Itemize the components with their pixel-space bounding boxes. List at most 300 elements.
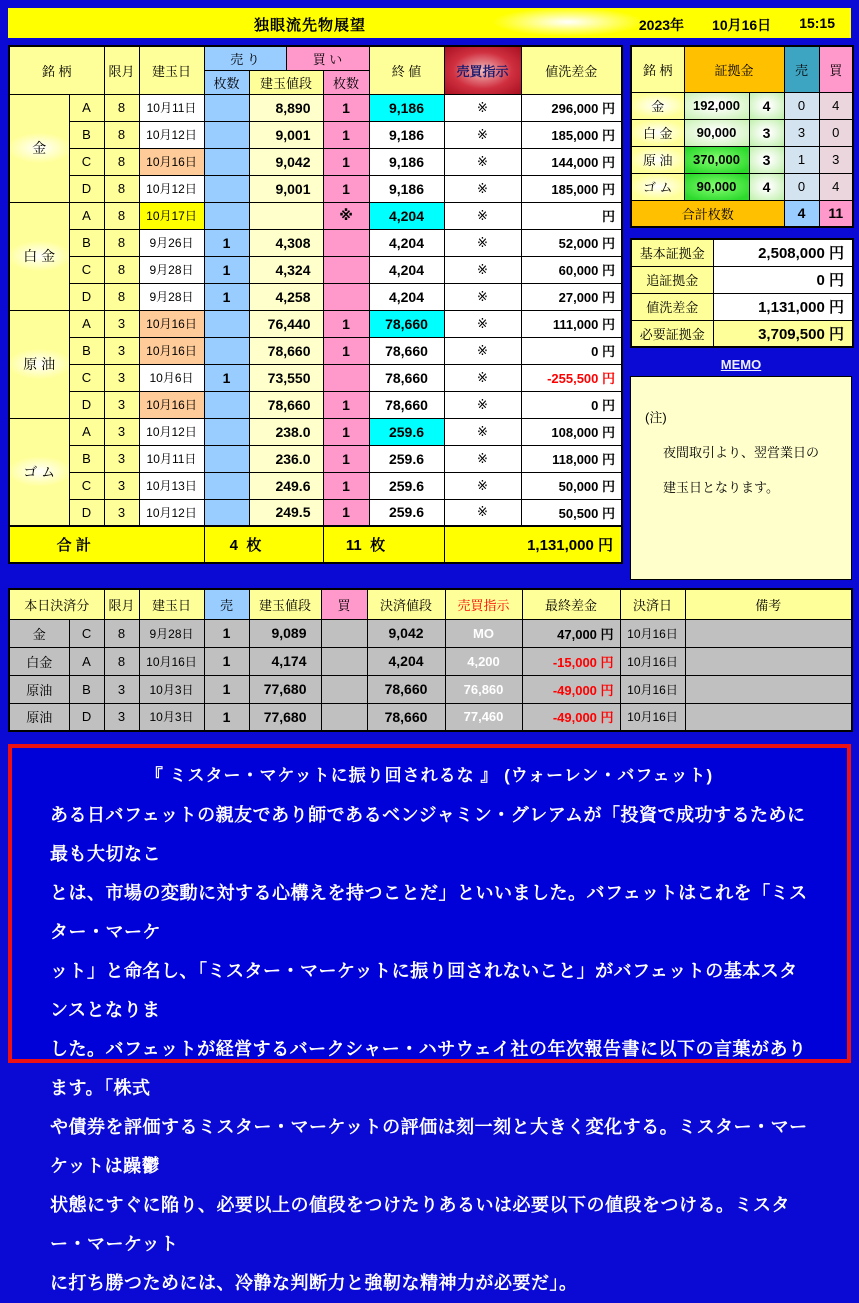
buy-quantity bbox=[323, 256, 369, 283]
position-price: 78,660 bbox=[249, 337, 323, 364]
margin-amount: 192,000 bbox=[684, 92, 749, 119]
total-mark-to-market: 1,131,000 円 bbox=[444, 526, 622, 563]
closing-price: 4,204 bbox=[369, 229, 444, 256]
quote-title: 『 ミスター・マケットに振り回されるな 』 (ウォーレン・バフェット) bbox=[145, 766, 714, 785]
margin-amount: 90,000 bbox=[684, 173, 749, 200]
commodity-name: ゴ ム bbox=[9, 418, 69, 526]
closing-price: 4,204 bbox=[369, 256, 444, 283]
row-letter: B bbox=[69, 337, 104, 364]
settle-instruction: 76,860 bbox=[445, 675, 522, 703]
settle-header-remarks: 備考 bbox=[685, 589, 852, 619]
row-letter: A bbox=[69, 418, 104, 445]
buy-count: 4 bbox=[819, 173, 853, 200]
position-price: 4,308 bbox=[249, 229, 323, 256]
settle-instruction: 4,200 bbox=[445, 647, 522, 675]
contract-month: 8 bbox=[104, 283, 139, 310]
title-bar bbox=[8, 8, 851, 38]
mark-to-market-value: 108,000 円 bbox=[521, 418, 622, 445]
settle-sell-qty: 1 bbox=[204, 703, 249, 731]
header-trade-instruction: 売買指示 bbox=[444, 46, 521, 94]
summary-value: 0 円 bbox=[713, 266, 853, 293]
contract-month: 3 bbox=[104, 445, 139, 472]
settle-buy-qty bbox=[321, 619, 367, 647]
settle-buy-qty bbox=[321, 675, 367, 703]
buy-quantity: 1 bbox=[323, 148, 369, 175]
summary-label: 値洗差金 bbox=[631, 293, 713, 320]
summary-value: 3,709,500 円 bbox=[713, 320, 853, 347]
position-row bbox=[9, 256, 622, 283]
settle-buy-qty bbox=[321, 647, 367, 675]
trade-instruction: ※ bbox=[444, 202, 521, 229]
position-price: 78,660 bbox=[249, 391, 323, 418]
position-row bbox=[9, 175, 622, 202]
position-price bbox=[249, 202, 323, 229]
header-position-price: 建玉値段 bbox=[249, 70, 323, 94]
settle-month: 8 bbox=[104, 619, 139, 647]
row-letter: D bbox=[69, 283, 104, 310]
buy-quantity bbox=[323, 364, 369, 391]
settle-price: 9,042 bbox=[367, 619, 445, 647]
settlement-row bbox=[9, 619, 852, 647]
trade-instruction: ※ bbox=[444, 229, 521, 256]
sell-quantity: 1 bbox=[204, 256, 249, 283]
header-closing-price: 終 値 bbox=[369, 46, 444, 94]
memo-note-line: 夜間取引より、翌営業日の bbox=[663, 445, 820, 460]
final-difference: -15,000 円 bbox=[522, 647, 620, 675]
buy-quantity bbox=[323, 229, 369, 256]
contract-count: 4 bbox=[749, 92, 784, 119]
position-price: 4,324 bbox=[249, 256, 323, 283]
sell-quantity bbox=[204, 337, 249, 364]
sell-count: 0 bbox=[784, 173, 819, 200]
contract-month: 8 bbox=[104, 121, 139, 148]
contract-month: 3 bbox=[104, 310, 139, 337]
trade-instruction: ※ bbox=[444, 472, 521, 499]
trade-instruction: ※ bbox=[444, 310, 521, 337]
quote-line: に打ち勝つためには、冷静な判断力と強靭な精神力が必要だ」。 bbox=[50, 1273, 578, 1293]
row-letter: A bbox=[69, 94, 104, 121]
position-price: 9,042 bbox=[249, 148, 323, 175]
settle-header-month: 限月 bbox=[104, 589, 139, 619]
position-price: 236.0 bbox=[249, 445, 323, 472]
mark-to-market-value: 144,000 円 bbox=[521, 148, 622, 175]
mark-to-market-value: 185,000 円 bbox=[521, 121, 622, 148]
settlement-row bbox=[9, 703, 852, 731]
position-date: 10月11日 bbox=[139, 94, 204, 121]
total-count-label: 合計枚数 bbox=[631, 200, 784, 227]
sell-quantity bbox=[204, 391, 249, 418]
settle-letter: A bbox=[69, 647, 104, 675]
position-row bbox=[9, 499, 622, 526]
mark-to-market-value: 円 bbox=[521, 202, 622, 229]
settle-commodity: 白金 bbox=[9, 647, 69, 675]
total-buy-qty: 11 枚 bbox=[323, 526, 444, 563]
buy-quantity: 1 bbox=[323, 121, 369, 148]
position-row bbox=[9, 310, 622, 337]
final-difference: 47,000 円 bbox=[522, 619, 620, 647]
closing-price: 259.6 bbox=[369, 418, 444, 445]
trade-instruction: ※ bbox=[444, 148, 521, 175]
mark-to-market-value: 296,000 円 bbox=[521, 94, 622, 121]
mark-to-market-value: 118,000 円 bbox=[521, 445, 622, 472]
final-difference: -49,000 円 bbox=[522, 675, 620, 703]
closing-price: 78,660 bbox=[369, 364, 444, 391]
commodity-name: 白 金 bbox=[9, 202, 69, 310]
closing-price: 9,186 bbox=[369, 175, 444, 202]
header-sell: 売 り bbox=[204, 46, 286, 70]
mark-to-market-value: 50,500 円 bbox=[521, 499, 622, 526]
trade-instruction: ※ bbox=[444, 445, 521, 472]
settle-remarks bbox=[685, 647, 852, 675]
summary-label: 追証拠金 bbox=[631, 266, 713, 293]
settle-instruction: 77,460 bbox=[445, 703, 522, 731]
position-date: 10月16日 bbox=[139, 310, 204, 337]
contract-month: 8 bbox=[104, 202, 139, 229]
trade-instruction: ※ bbox=[444, 256, 521, 283]
sell-quantity bbox=[204, 445, 249, 472]
row-letter: A bbox=[69, 310, 104, 337]
settle-position-price: 9,089 bbox=[249, 619, 321, 647]
page-title: 独眼流先物展望 bbox=[253, 17, 366, 34]
quote-line: や債券を評価するミスター・マーケットの評価は刻一刻と大きく変化する。ミスター・マーケットは躁鬱 bbox=[50, 1117, 808, 1176]
settle-commodity: 原油 bbox=[9, 703, 69, 731]
closing-price: 259.6 bbox=[369, 499, 444, 526]
settle-price: 4,204 bbox=[367, 647, 445, 675]
header-buy: 買 い bbox=[286, 46, 369, 70]
margin-summary-table bbox=[630, 238, 854, 348]
settle-sell-qty: 1 bbox=[204, 619, 249, 647]
position-row bbox=[9, 202, 622, 229]
buy-quantity: ※ bbox=[323, 202, 369, 229]
row-letter: A bbox=[69, 202, 104, 229]
buy-quantity bbox=[323, 283, 369, 310]
settle-date: 10月16日 bbox=[620, 675, 685, 703]
margin-amount: 370,000 bbox=[684, 146, 749, 173]
position-price: 249.6 bbox=[249, 472, 323, 499]
settle-position-date: 10月16日 bbox=[139, 647, 204, 675]
position-price: 8,890 bbox=[249, 94, 323, 121]
settle-header-buy: 買 bbox=[321, 589, 367, 619]
mark-to-market-value: 52,000 円 bbox=[521, 229, 622, 256]
trade-instruction: ※ bbox=[444, 283, 521, 310]
sell-quantity: 1 bbox=[204, 364, 249, 391]
settle-commodity: 原油 bbox=[9, 675, 69, 703]
contract-month: 8 bbox=[104, 256, 139, 283]
datetime bbox=[639, 15, 835, 35]
sell-quantity bbox=[204, 499, 249, 526]
margin-commodity: ゴ ム bbox=[631, 173, 684, 200]
position-date: 10月12日 bbox=[139, 175, 204, 202]
closing-price: 259.6 bbox=[369, 445, 444, 472]
margin-header-margin: 証拠金 bbox=[684, 46, 784, 92]
position-date: 9月28日 bbox=[139, 256, 204, 283]
memo-box bbox=[630, 376, 852, 580]
settle-price: 78,660 bbox=[367, 703, 445, 731]
settle-date: 10月16日 bbox=[620, 703, 685, 731]
buy-count: 3 bbox=[819, 146, 853, 173]
closing-price: 9,186 bbox=[369, 121, 444, 148]
commodity-name: 原 油 bbox=[9, 310, 69, 418]
settle-remarks bbox=[685, 675, 852, 703]
sell-quantity bbox=[204, 148, 249, 175]
settle-sell-qty: 1 bbox=[204, 675, 249, 703]
year-label: 2023年 bbox=[638, 17, 685, 33]
sell-quantity bbox=[204, 202, 249, 229]
settle-month: 3 bbox=[104, 675, 139, 703]
closing-price: 78,660 bbox=[369, 310, 444, 337]
position-date: 10月13日 bbox=[139, 472, 204, 499]
total-count-row bbox=[631, 200, 853, 227]
closing-price: 4,204 bbox=[369, 283, 444, 310]
summary-row bbox=[631, 320, 853, 347]
trade-instruction: ※ bbox=[444, 337, 521, 364]
mark-to-market-value: 27,000 円 bbox=[521, 283, 622, 310]
position-date: 10月11日 bbox=[139, 445, 204, 472]
mark-to-market-value: 111,000 円 bbox=[521, 310, 622, 337]
buy-quantity: 1 bbox=[323, 418, 369, 445]
summary-row bbox=[631, 293, 853, 320]
position-row bbox=[9, 337, 622, 364]
contract-count: 4 bbox=[749, 173, 784, 200]
summary-label: 必要証拠金 bbox=[631, 320, 713, 347]
contract-count: 3 bbox=[749, 119, 784, 146]
settle-date: 10月16日 bbox=[620, 619, 685, 647]
buy-count: 4 bbox=[819, 92, 853, 119]
contract-month: 3 bbox=[104, 472, 139, 499]
margin-amount: 90,000 bbox=[684, 119, 749, 146]
quote-line: とは、市場の変動に対する心構えを持つことだ」といいました。バフェットはこれを「ミスター・マーケ bbox=[50, 883, 808, 942]
trade-instruction: ※ bbox=[444, 499, 521, 526]
position-row bbox=[9, 418, 622, 445]
settle-header-label: 本日決済分 bbox=[9, 589, 104, 619]
settle-remarks bbox=[685, 703, 852, 731]
contract-month: 8 bbox=[104, 94, 139, 121]
buy-quantity: 1 bbox=[323, 472, 369, 499]
row-letter: C bbox=[69, 364, 104, 391]
sell-quantity bbox=[204, 175, 249, 202]
summary-row bbox=[631, 266, 853, 293]
row-letter: B bbox=[69, 121, 104, 148]
position-price: 9,001 bbox=[249, 175, 323, 202]
row-letter: C bbox=[69, 472, 104, 499]
position-price: 4,258 bbox=[249, 283, 323, 310]
position-row bbox=[9, 229, 622, 256]
margin-commodity: 白 金 bbox=[631, 119, 684, 146]
contract-month: 3 bbox=[104, 391, 139, 418]
mark-to-market-value: 0 円 bbox=[521, 391, 622, 418]
memo-bar bbox=[630, 354, 852, 376]
margin-header-commodity: 銘 柄 bbox=[631, 46, 684, 92]
total-row bbox=[9, 526, 622, 563]
margin-row bbox=[631, 173, 853, 200]
settle-position-price: 4,174 bbox=[249, 647, 321, 675]
settle-header-final-diff: 最終差金 bbox=[522, 589, 620, 619]
contract-month: 3 bbox=[104, 337, 139, 364]
sell-quantity bbox=[204, 121, 249, 148]
row-letter: D bbox=[69, 391, 104, 418]
settle-position-price: 77,680 bbox=[249, 703, 321, 731]
margin-panel-table bbox=[630, 45, 854, 228]
settle-month: 8 bbox=[104, 647, 139, 675]
summary-row bbox=[631, 239, 853, 266]
quote-box bbox=[8, 744, 851, 1293]
settle-position-price: 77,680 bbox=[249, 675, 321, 703]
buy-quantity: 1 bbox=[323, 391, 369, 418]
sell-quantity: 1 bbox=[204, 229, 249, 256]
header-buy-qty: 枚数 bbox=[323, 70, 369, 94]
final-difference: -49,000 円 bbox=[522, 703, 620, 731]
settle-header-sell: 売 bbox=[204, 589, 249, 619]
mark-to-market-value: -255,500 円 bbox=[521, 364, 622, 391]
mark-to-market-value: 50,000 円 bbox=[521, 472, 622, 499]
trade-instruction: ※ bbox=[444, 121, 521, 148]
sell-quantity bbox=[204, 310, 249, 337]
margin-commodity: 原 油 bbox=[631, 146, 684, 173]
settle-position-date: 10月3日 bbox=[139, 675, 204, 703]
quote-line: ある日バフェットの親友であり師であるベンジャミン・グレアムが「投資で成功するために最も大切なこ bbox=[50, 805, 806, 864]
settle-letter: C bbox=[69, 619, 104, 647]
mark-to-market-value: 60,000 円 bbox=[521, 256, 622, 283]
sell-quantity bbox=[204, 418, 249, 445]
date-label: 10月16日 bbox=[712, 17, 772, 33]
trade-instruction: ※ bbox=[444, 94, 521, 121]
settle-header-price: 建玉値段 bbox=[249, 589, 321, 619]
closing-price: 9,186 bbox=[369, 148, 444, 175]
settle-letter: B bbox=[69, 675, 104, 703]
position-date: 9月28日 bbox=[139, 283, 204, 310]
position-date: 9月26日 bbox=[139, 229, 204, 256]
position-row bbox=[9, 283, 622, 310]
contract-month: 3 bbox=[104, 418, 139, 445]
position-date: 10月12日 bbox=[139, 499, 204, 526]
row-letter: C bbox=[69, 148, 104, 175]
contract-month: 8 bbox=[104, 229, 139, 256]
closing-price: 78,660 bbox=[369, 391, 444, 418]
settlement-table bbox=[8, 588, 853, 732]
position-date: 10月6日 bbox=[139, 364, 204, 391]
buy-quantity: 1 bbox=[323, 175, 369, 202]
summary-label: 基本証拠金 bbox=[631, 239, 713, 266]
margin-header-sell: 売 bbox=[784, 46, 819, 92]
commodity-name: 金 bbox=[9, 94, 69, 202]
position-price: 9,001 bbox=[249, 121, 323, 148]
trade-instruction: ※ bbox=[444, 175, 521, 202]
row-letter: B bbox=[69, 445, 104, 472]
position-price: 73,550 bbox=[249, 364, 323, 391]
summary-value: 1,131,000 円 bbox=[713, 293, 853, 320]
contract-month: 3 bbox=[104, 499, 139, 526]
mark-to-market-value: 0 円 bbox=[521, 337, 622, 364]
buy-quantity: 1 bbox=[323, 445, 369, 472]
buy-quantity: 1 bbox=[323, 94, 369, 121]
settle-date: 10月16日 bbox=[620, 647, 685, 675]
settle-position-date: 10月3日 bbox=[139, 703, 204, 731]
position-row bbox=[9, 445, 622, 472]
position-row bbox=[9, 472, 622, 499]
settlement-row bbox=[9, 647, 852, 675]
settle-sell-qty: 1 bbox=[204, 647, 249, 675]
contract-month: 8 bbox=[104, 175, 139, 202]
memo-link[interactable]: MEMO bbox=[720, 357, 762, 372]
buy-quantity: 1 bbox=[323, 499, 369, 526]
row-letter: B bbox=[69, 229, 104, 256]
positions-table bbox=[8, 45, 623, 564]
settle-header-instruction: 売買指示 bbox=[445, 589, 522, 619]
total-sell-qty: 4 枚 bbox=[204, 526, 323, 563]
closing-price: 78,660 bbox=[369, 337, 444, 364]
position-date: 10月12日 bbox=[139, 121, 204, 148]
position-date: 10月17日 bbox=[139, 202, 204, 229]
position-date: 10月16日 bbox=[139, 337, 204, 364]
buy-quantity: 1 bbox=[323, 310, 369, 337]
sell-quantity: 1 bbox=[204, 283, 249, 310]
header-contract-month: 限月 bbox=[104, 46, 139, 94]
row-letter: D bbox=[69, 175, 104, 202]
trade-instruction: ※ bbox=[444, 418, 521, 445]
memo-note-title: (注) bbox=[645, 410, 667, 425]
position-price: 238.0 bbox=[249, 418, 323, 445]
settle-month: 3 bbox=[104, 703, 139, 731]
position-date: 10月16日 bbox=[139, 391, 204, 418]
margin-row bbox=[631, 92, 853, 119]
margin-header-buy: 買 bbox=[819, 46, 853, 92]
position-date: 10月16日 bbox=[139, 148, 204, 175]
settlement-row bbox=[9, 675, 852, 703]
buy-count: 0 bbox=[819, 119, 853, 146]
closing-price: 259.6 bbox=[369, 472, 444, 499]
header-mark-to-market: 値洗差金 bbox=[521, 46, 622, 94]
settle-header-date: 建玉日 bbox=[139, 589, 204, 619]
trade-instruction: ※ bbox=[444, 391, 521, 418]
closing-price: 9,186 bbox=[369, 94, 444, 121]
total-buy-count: 11 bbox=[819, 200, 853, 227]
total-sell-count: 4 bbox=[784, 200, 819, 227]
contract-month: 8 bbox=[104, 148, 139, 175]
margin-commodity: 金 bbox=[631, 92, 684, 119]
settle-header-settle-date: 決済日 bbox=[620, 589, 685, 619]
sell-count: 0 bbox=[784, 92, 819, 119]
row-letter: C bbox=[69, 256, 104, 283]
total-label: 合 計 bbox=[9, 526, 204, 563]
closing-price: 4,204 bbox=[369, 202, 444, 229]
position-row bbox=[9, 94, 622, 121]
position-price: 76,440 bbox=[249, 310, 323, 337]
buy-quantity: 1 bbox=[323, 337, 369, 364]
mark-to-market-value: 185,000 円 bbox=[521, 175, 622, 202]
margin-row bbox=[631, 146, 853, 173]
contract-month: 3 bbox=[104, 364, 139, 391]
settle-price: 78,660 bbox=[367, 675, 445, 703]
contract-count: 3 bbox=[749, 146, 784, 173]
margin-row bbox=[631, 119, 853, 146]
settle-instruction: MO bbox=[445, 619, 522, 647]
position-date: 10月12日 bbox=[139, 418, 204, 445]
position-price: 249.5 bbox=[249, 499, 323, 526]
header-commodity: 銘 柄 bbox=[9, 46, 104, 94]
settle-position-date: 9月28日 bbox=[139, 619, 204, 647]
position-row bbox=[9, 148, 622, 175]
settle-buy-qty bbox=[321, 703, 367, 731]
summary-value: 2,508,000 円 bbox=[713, 239, 853, 266]
header-sell-qty: 枚数 bbox=[204, 70, 249, 94]
position-row bbox=[9, 364, 622, 391]
settle-letter: D bbox=[69, 703, 104, 731]
trade-instruction: ※ bbox=[444, 364, 521, 391]
sell-quantity bbox=[204, 94, 249, 121]
sell-count: 1 bbox=[784, 146, 819, 173]
quote-line: 状態にすぐに陥り、必要以上の値段をつけたりあるいは必要以下の値段をつける。ミスター・マーケット bbox=[50, 1195, 790, 1254]
row-letter: D bbox=[69, 499, 104, 526]
